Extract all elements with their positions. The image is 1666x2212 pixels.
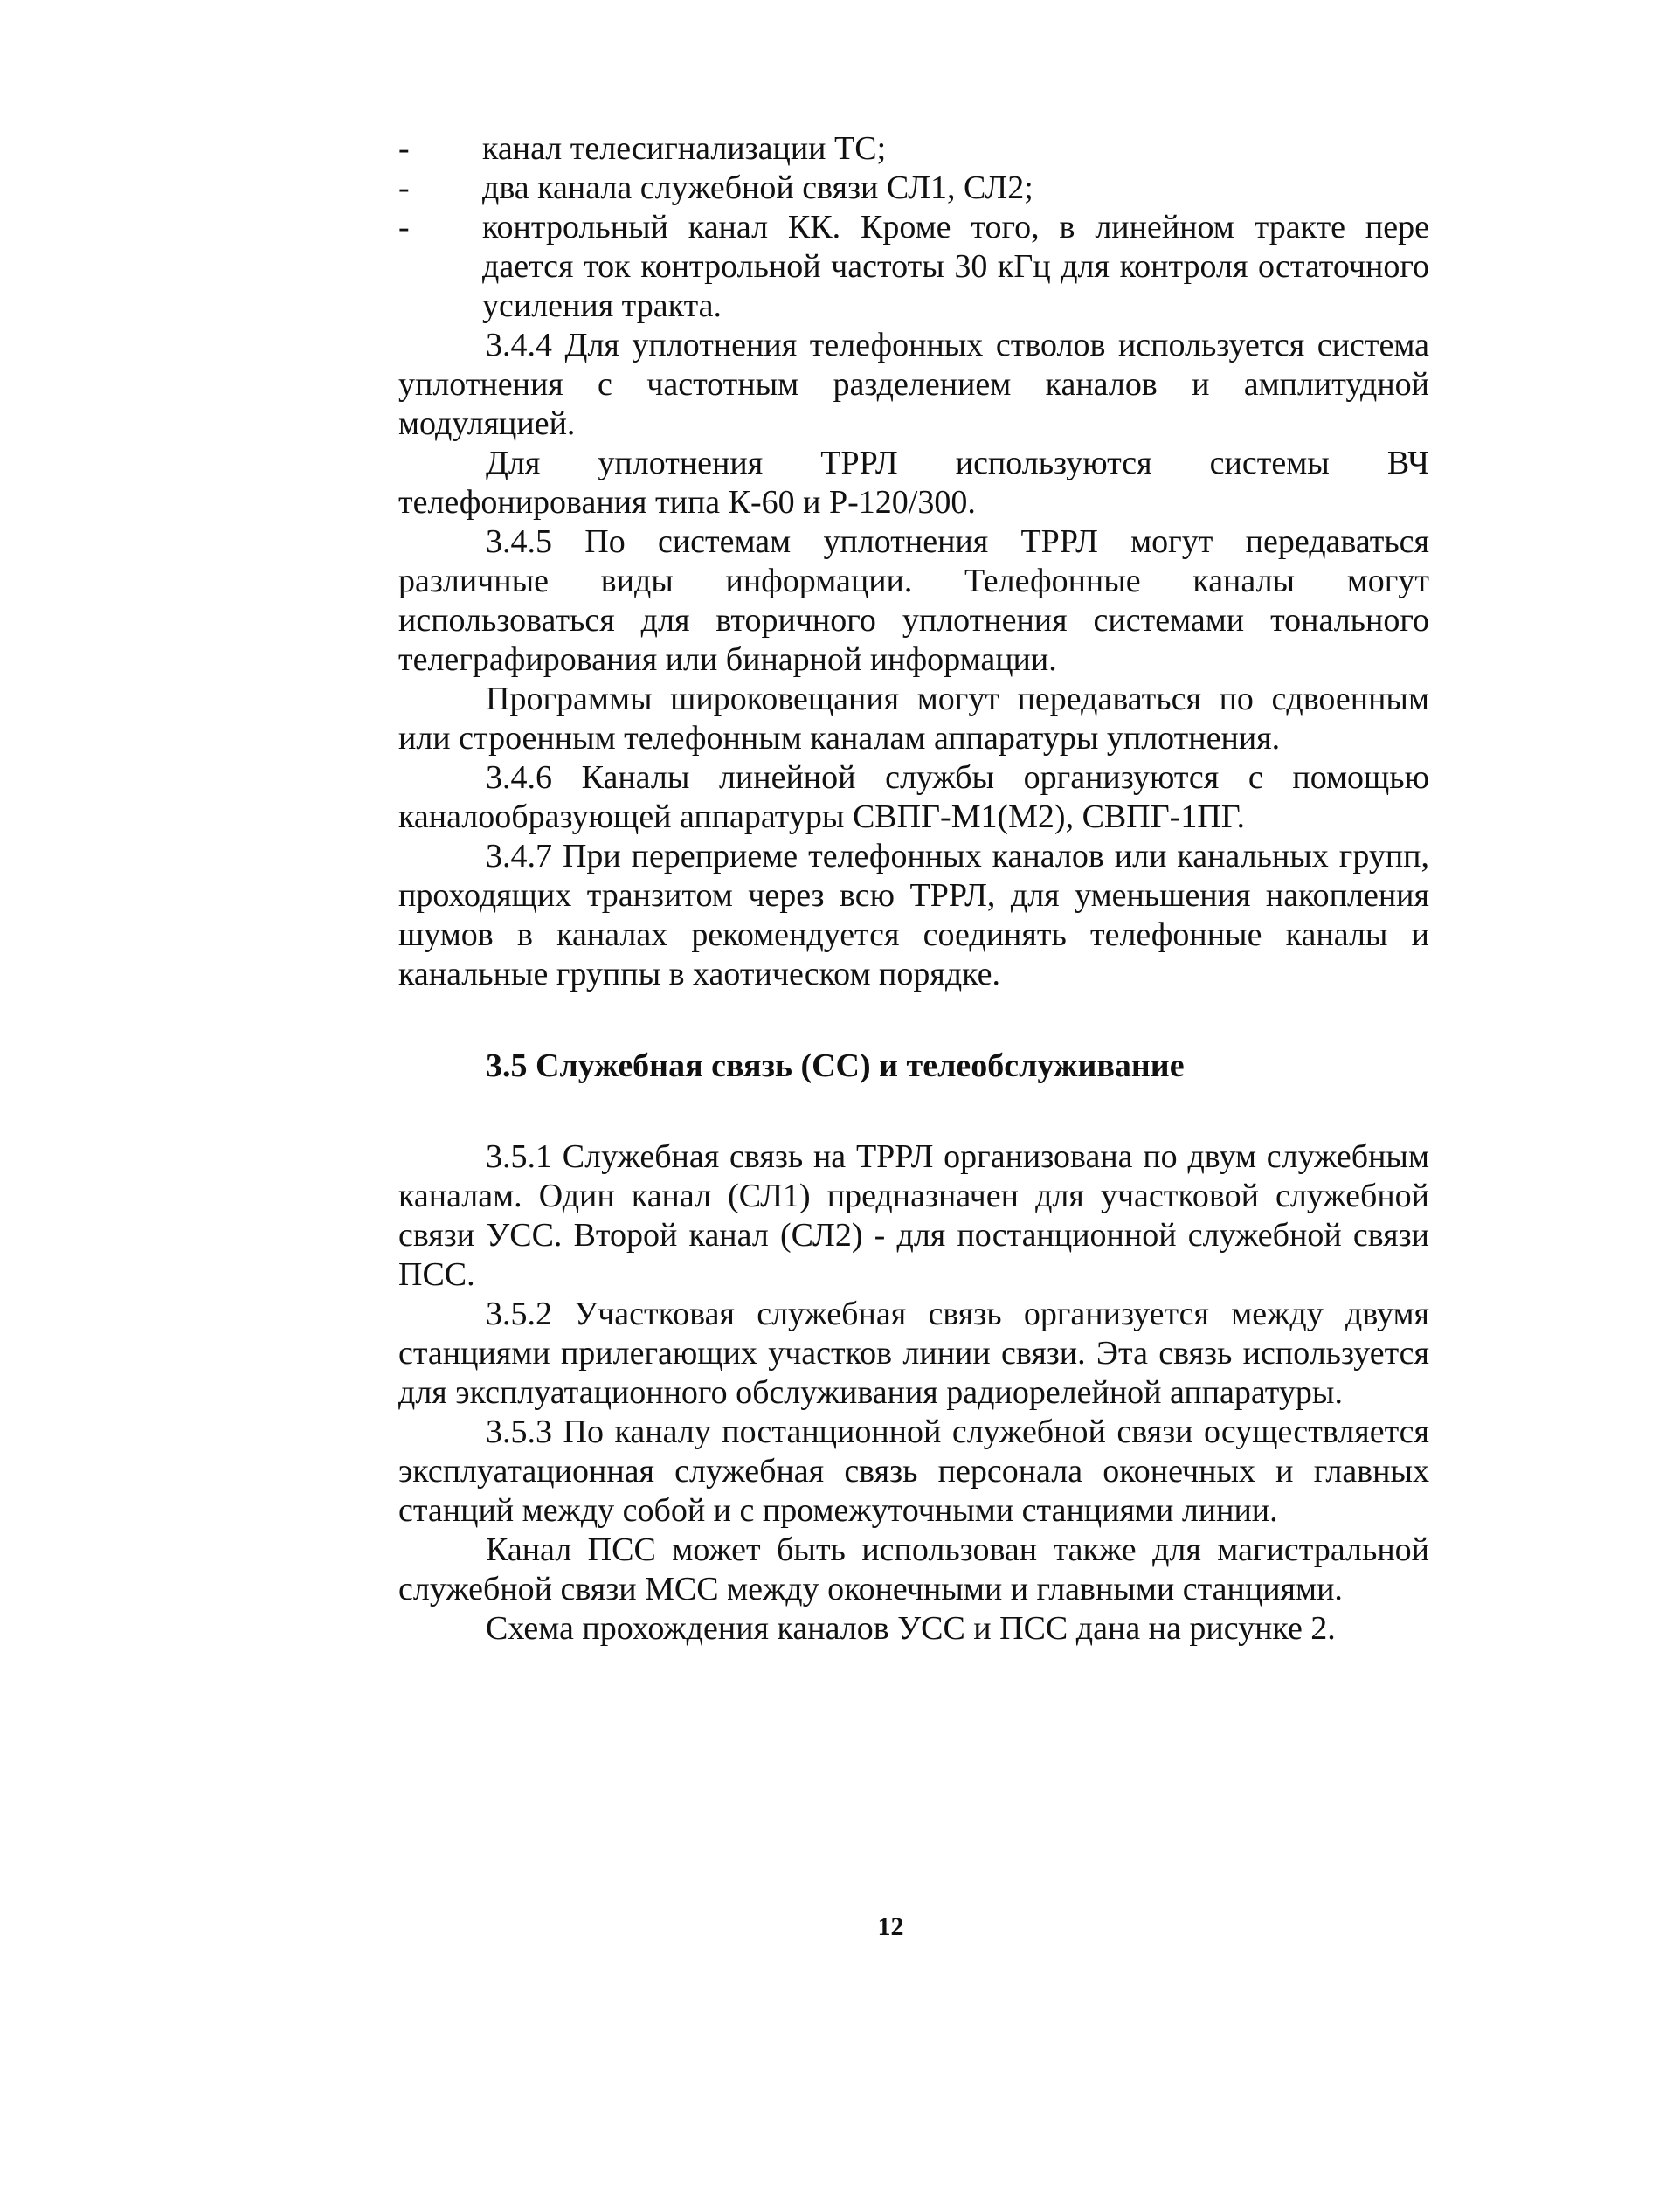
paragraph-3-5-2: 3.5.2 Участковая служебная связь организуется между двумя станциями прилегающих участков линии связи. Эта связь используется для эксплуатационного обслуживания радиорелейной аппаратуры. <box>398 1296 1429 1411</box>
document-body <box>398 129 1429 1649</box>
paragraph-3-4-4: 3.4.4 Для уплотнения телефонных стволов используется система уплотнения с частотным разделением каналов и амплитудной модуляцией. <box>398 327 1429 442</box>
list-item-text: канал телесигнализации ТС; <box>482 130 887 167</box>
page-number: 12 <box>877 1912 904 1941</box>
bullet-dash: - <box>398 209 410 245</box>
list-item <box>398 129 1429 169</box>
paragraph-3-4-6: 3.4.6 Каналы линейной службы организуются с помощью каналообразующей аппаратуры СВПГ-М1(М2), СВПГ-1ПГ. <box>398 759 1429 835</box>
paragraph: Программы широковещания могут передаваться по сдвоенным или строенным телефонным каналам аппаратуры уплотнения. <box>398 681 1429 757</box>
list-item <box>398 208 1429 326</box>
paragraph-3-4-7: 3.4.7 При переприеме телефонных каналов или канальных групп, проходящих транзитом через всю ТРРЛ, для уменьшения накопления шумов в каналах рекомендуется соединять телефонные каналы и канальные группы в хаотическом порядке. <box>398 838 1429 992</box>
list-item-text: контрольный канал КК. Кроме того, в линейном тракте пере дается ток контрольной частоты 30 кГц для контроля остаточного усиления тракта. <box>482 209 1429 324</box>
list-item <box>398 169 1429 208</box>
paragraph-3-4-5: 3.4.5 По системам уплотнения ТРРЛ могут передаваться различные виды информации. Телефонные каналы могут использоваться для вторичного уплотнения системами тонального телеграфирования или бинарной информации. <box>398 523 1429 678</box>
list-item-text: два канала служебной связи СЛ1, СЛ2; <box>482 169 1033 206</box>
paragraph-3-5-1: 3.5.1 Служебная связь на ТРРЛ организована по двум служебным каналам. Один канал (СЛ1) предназначен для участковой служебной связи УСС. Второй канал (СЛ2) - для постанционной служебной связи ПСС. <box>398 1138 1429 1293</box>
bullet-dash: - <box>398 169 410 206</box>
paragraph-3-5-3: 3.5.3 По каналу постанционной служебной связи осуществляется эксплуатационная служебная связь персонала оконечных и главных станций между собой и с промежуточными станциями линии. <box>398 1414 1429 1529</box>
paragraph: Канал ПСС может быть использован также для магистральной служебной связи МСС между оконечными и главными станциями. <box>398 1531 1429 1607</box>
bullet-dash: - <box>398 130 410 167</box>
section-heading: 3.5 Служебная связь (СС) и телеобслуживание <box>486 1047 1185 1084</box>
paragraph: Для уплотнения ТРРЛ используются системы ВЧ телефонирования типа К-60 и Р-120/300. <box>398 445 1429 521</box>
paragraph: Схема прохождения каналов УСС и ПСС дана на рисунке 2. <box>486 1610 1336 1647</box>
